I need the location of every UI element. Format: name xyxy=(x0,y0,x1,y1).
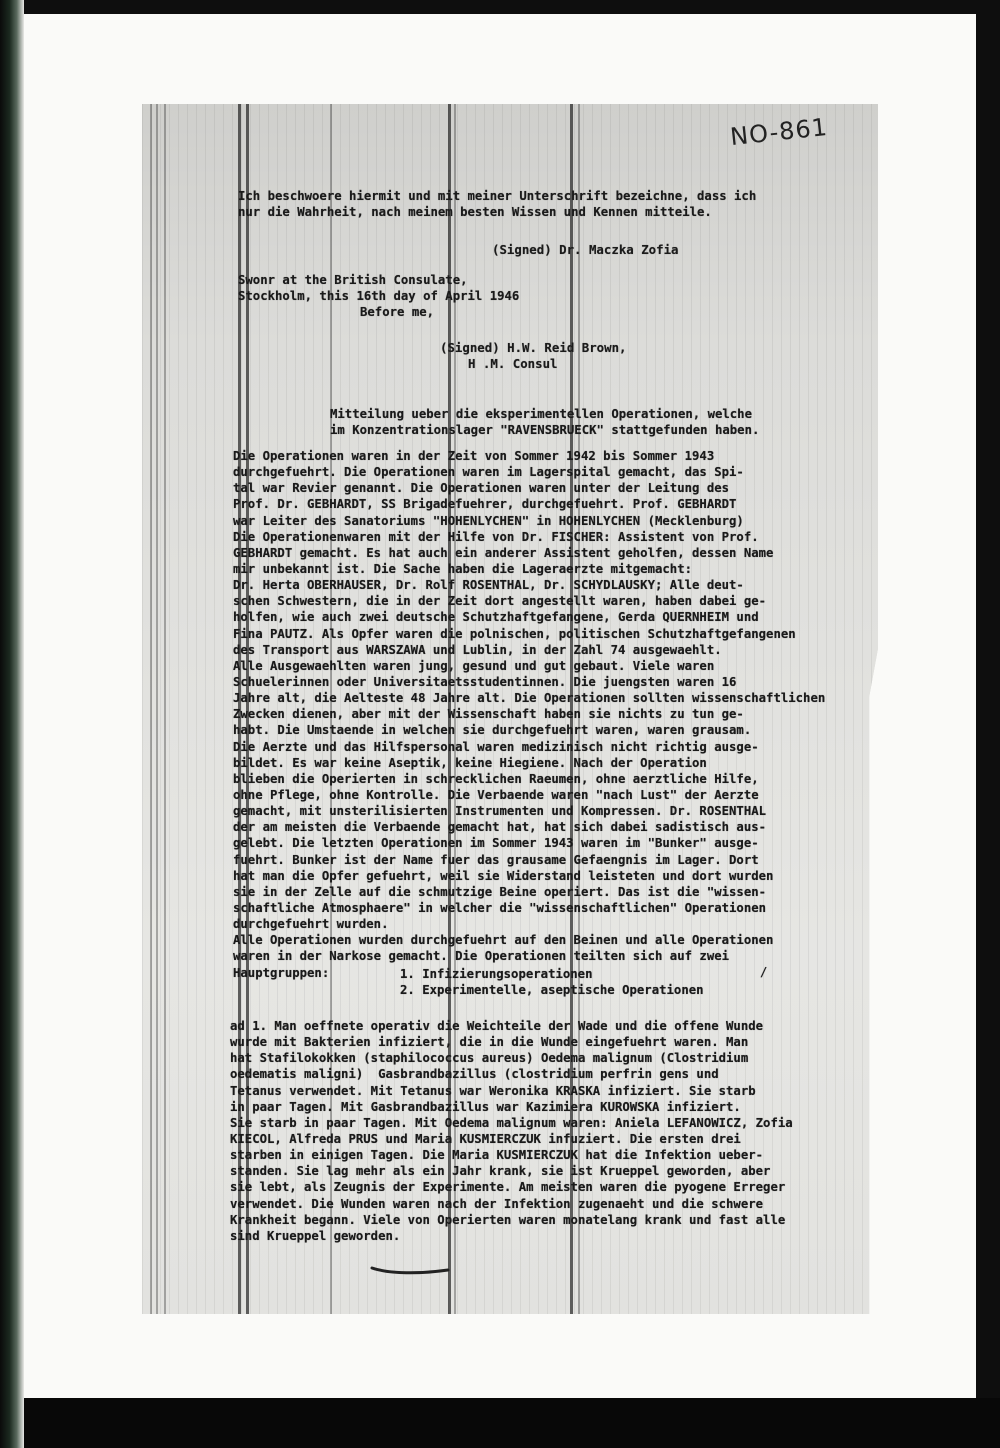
oath-paragraph xyxy=(238,188,858,220)
oath-line: Ich beschwoere hiermit und mit meiner Unterschrift bezeichne, dass ich xyxy=(238,189,757,203)
sworn-line: Swonr at the British Consulate, xyxy=(238,273,468,287)
heading-line: Mitteilung ueber die eksperimentellen Operationen, welche xyxy=(330,407,752,421)
body-line: starben in einigen Tagen. Die Maria KUSMIERCZUK hat die Infektion ueber- xyxy=(230,1148,764,1163)
signature-reid-brown: (Signed) H.W. Reid Brown, xyxy=(440,340,627,355)
report-body-2 xyxy=(230,1018,850,1244)
body-line: gemacht, mit unsterilisierten Instrumenten und Kompressen. Dr. ROSENTHAL xyxy=(233,804,767,819)
pen-mark xyxy=(370,1262,450,1276)
body-line: Krankheit begann. Viele von Operierten waren monatelang krank und fast alle xyxy=(230,1212,786,1227)
body-line: tal war Revier genannt. Die Operationen waren unter der Leitung des xyxy=(233,481,730,496)
list-item: 2. Experimentelle, aseptische Operationen xyxy=(400,983,704,998)
body-line: sie in der Zelle auf die schmutzige Beine operiert. Das ist die "wissen- xyxy=(233,884,767,899)
list-item: 1. Infizierungsoperationen xyxy=(400,967,593,981)
body-line: Die Aerzte und das Hilfspersonal waren medizinisch nicht richtig ausge- xyxy=(233,739,759,754)
body-line: Zwecken dienen, aber mit der Wissenschaft haben sie nichts zu tun ge- xyxy=(233,707,744,722)
book-spine-edge xyxy=(0,0,24,1448)
body-line: Prof. Dr. GEBHARDT, SS Brigadefuehrer, durchgefuehrt. Prof. GEBHARDT xyxy=(233,497,737,512)
body-line: holfen, wie auch zwei deutsche Schutzhaftgefangene, Gerda QUERNHEIM und xyxy=(233,610,759,625)
body-line: ad 1. Man oeffnete operativ die Weichteile der Wade und die offene Wunde xyxy=(230,1019,764,1033)
body-line: habt. Die Umstaende in welchen sie durchgefuehrt waren, waren grausam. xyxy=(233,723,752,738)
oath-line: nur die Wahrheit, nach meinem besten Wissen und Kennen mitteile. xyxy=(238,205,712,220)
body-line: waren in der Narkose gemacht. Die Operationen teilten sich auf zwei xyxy=(233,949,730,964)
body-line: gelebt. Die letzten Operationen im Sommer 1943 waren im "Bunker" ausge- xyxy=(233,836,759,851)
body-line: der am meisten die Verbaende gemacht hat, hat sich dabei sadistisch aus- xyxy=(233,820,767,835)
body-line: durchgefuehrt. Die Operationen waren im Lagerspital gemacht, das Spi- xyxy=(233,465,744,480)
body-line: sie lebt, als Zeugnis der Experimente. Am meisten waren die pyogene Erreger xyxy=(230,1180,786,1195)
body-line: oedematis maligni) Gasbrandbazillus (clostridium perfrin gens und xyxy=(230,1067,719,1082)
report-heading xyxy=(330,406,950,438)
body-line: KIECOL, Alfreda PRUS und Maria KUSMIERCZUK infuziert. Die ersten drei xyxy=(230,1131,741,1146)
body-line: Tetanus verwendet. Mit Tetanus war Weronika KRASKA infiziert. Sie starb xyxy=(230,1083,756,1098)
body-line: Schuelerinnen oder Universitaetsstudentinnen. Die juengsten waren 16 xyxy=(233,674,737,689)
body-line: Hauptgruppen: xyxy=(233,965,330,980)
body-line: hat Stafilokokken (staphilococcus aureus) Oedema malignum (Clostridium xyxy=(230,1051,749,1066)
film-scratch-line xyxy=(150,104,152,1314)
consul-title: H .M. Consul xyxy=(468,356,558,371)
body-line: war Leiter des Sanatoriums "HOHENLYCHEN" in HOHENLYCHEN (Mecklenburg) xyxy=(233,513,744,528)
body-line: sind Krueppel geworden. xyxy=(230,1228,401,1243)
scan-bottom-shadow xyxy=(24,1398,1000,1448)
body-line: GEBHARDT gemacht. Es hat auch ein anderer Assistent geholfen, dessen Name xyxy=(233,545,774,560)
heading-line: im Konzentrationslager "RAVENSBRUECK" stattgefunden haben. xyxy=(330,423,760,438)
body-line: mir unbekannt ist. Die Sache haben die Lageraerzte mitgemacht: xyxy=(233,561,693,576)
body-line: schaftliche Atmosphaere" in welcher die "wissenschaftlichen" Operationen xyxy=(233,900,767,915)
body-line: Sie starb in paar Tagen. Mit Oedema malignum waren: Aniela LEFANOWICZ, Zofia xyxy=(230,1115,793,1130)
body-line: fuehrt. Bunker ist der Name fuer das grausame Gefaengnis im Lager. Dort xyxy=(233,852,759,867)
document-number: NO-861 xyxy=(728,112,830,152)
sworn-line: Stockholm, this 16th day of April 1946 xyxy=(238,289,520,304)
body-line: wurde mit Bakterien infiziert, die in die Wunde eingefuehrt waren. Man xyxy=(230,1035,749,1050)
margin-mark: / xyxy=(760,964,768,979)
operation-groups-list xyxy=(400,966,1000,998)
body-line: blieben die Operierten in schrecklichen Raeumen, ohne aerztliche Hilfe, xyxy=(233,771,759,786)
body-line: hat man die Opfer gefuehrt, weil sie Widerstand leisteten und dort wurden xyxy=(233,868,774,883)
body-line: standen. Sie lag mehr als ein Jahr krank, sie ist Krueppel geworden, aber xyxy=(230,1164,771,1179)
body-line: durchgefuehrt wurden. xyxy=(233,917,389,932)
body-line: Alle Ausgewaehlten waren jung, gesund und gut gebaut. Viele waren xyxy=(233,658,715,673)
body-line: verwendet. Die Wunden waren nach der Infektion zugenaeht und die schwere xyxy=(230,1196,764,1211)
body-line: Dr. Herta OBERHAUSER, Dr. Rolf ROSENTHAL, Dr. SCHYDLAUSKY; Alle deut- xyxy=(233,578,744,593)
body-line: des Transport aus WARSZAWA und Lublin, in der Zahl 74 ausgewaehlt. xyxy=(233,642,722,657)
sworn-line: Before me, xyxy=(360,305,435,320)
body-line: schen Schwestern, die in der Zeit dort angestellt waren, haben dabei ge- xyxy=(233,594,767,609)
body-line: Fina PAUTZ. Als Opfer waren die polnischen, politischen Schutzhaftgefangenen xyxy=(233,626,796,641)
sworn-block xyxy=(238,272,858,320)
body-line: bildet. Es war keine Aseptik, keine Hiegiene. Nach der Operation xyxy=(233,755,707,770)
body-line: Alle Operationen wurden durchgefuehrt auf den Beinen und alle Operationen xyxy=(233,933,774,948)
report-body-1 xyxy=(233,448,853,981)
body-line: Jahre alt, die Aelteste 48 Jahre alt. Die Operationen sollten wissenschaftlichen xyxy=(233,691,826,706)
body-line: Die Operationen waren in der Zeit von Sommer 1942 bis Sommer 1943 xyxy=(233,449,715,463)
film-scratch-line xyxy=(164,104,166,1314)
body-line: in paar Tagen. Mit Gasbrandbazillus war Kazimiera KUROWSKA infiziert. xyxy=(230,1099,741,1114)
body-line: Die Operationenwaren mit der Hilfe von Dr. FISCHER: Assistent von Prof. xyxy=(233,529,759,544)
signature-maczka: (Signed) Dr. Maczka Zofia xyxy=(492,242,679,257)
body-line: ohne Pflege, ohne Kontrolle. Die Verbaende waren "nach Lust" der Aerzte xyxy=(233,787,759,802)
film-scratch-line xyxy=(156,104,158,1314)
